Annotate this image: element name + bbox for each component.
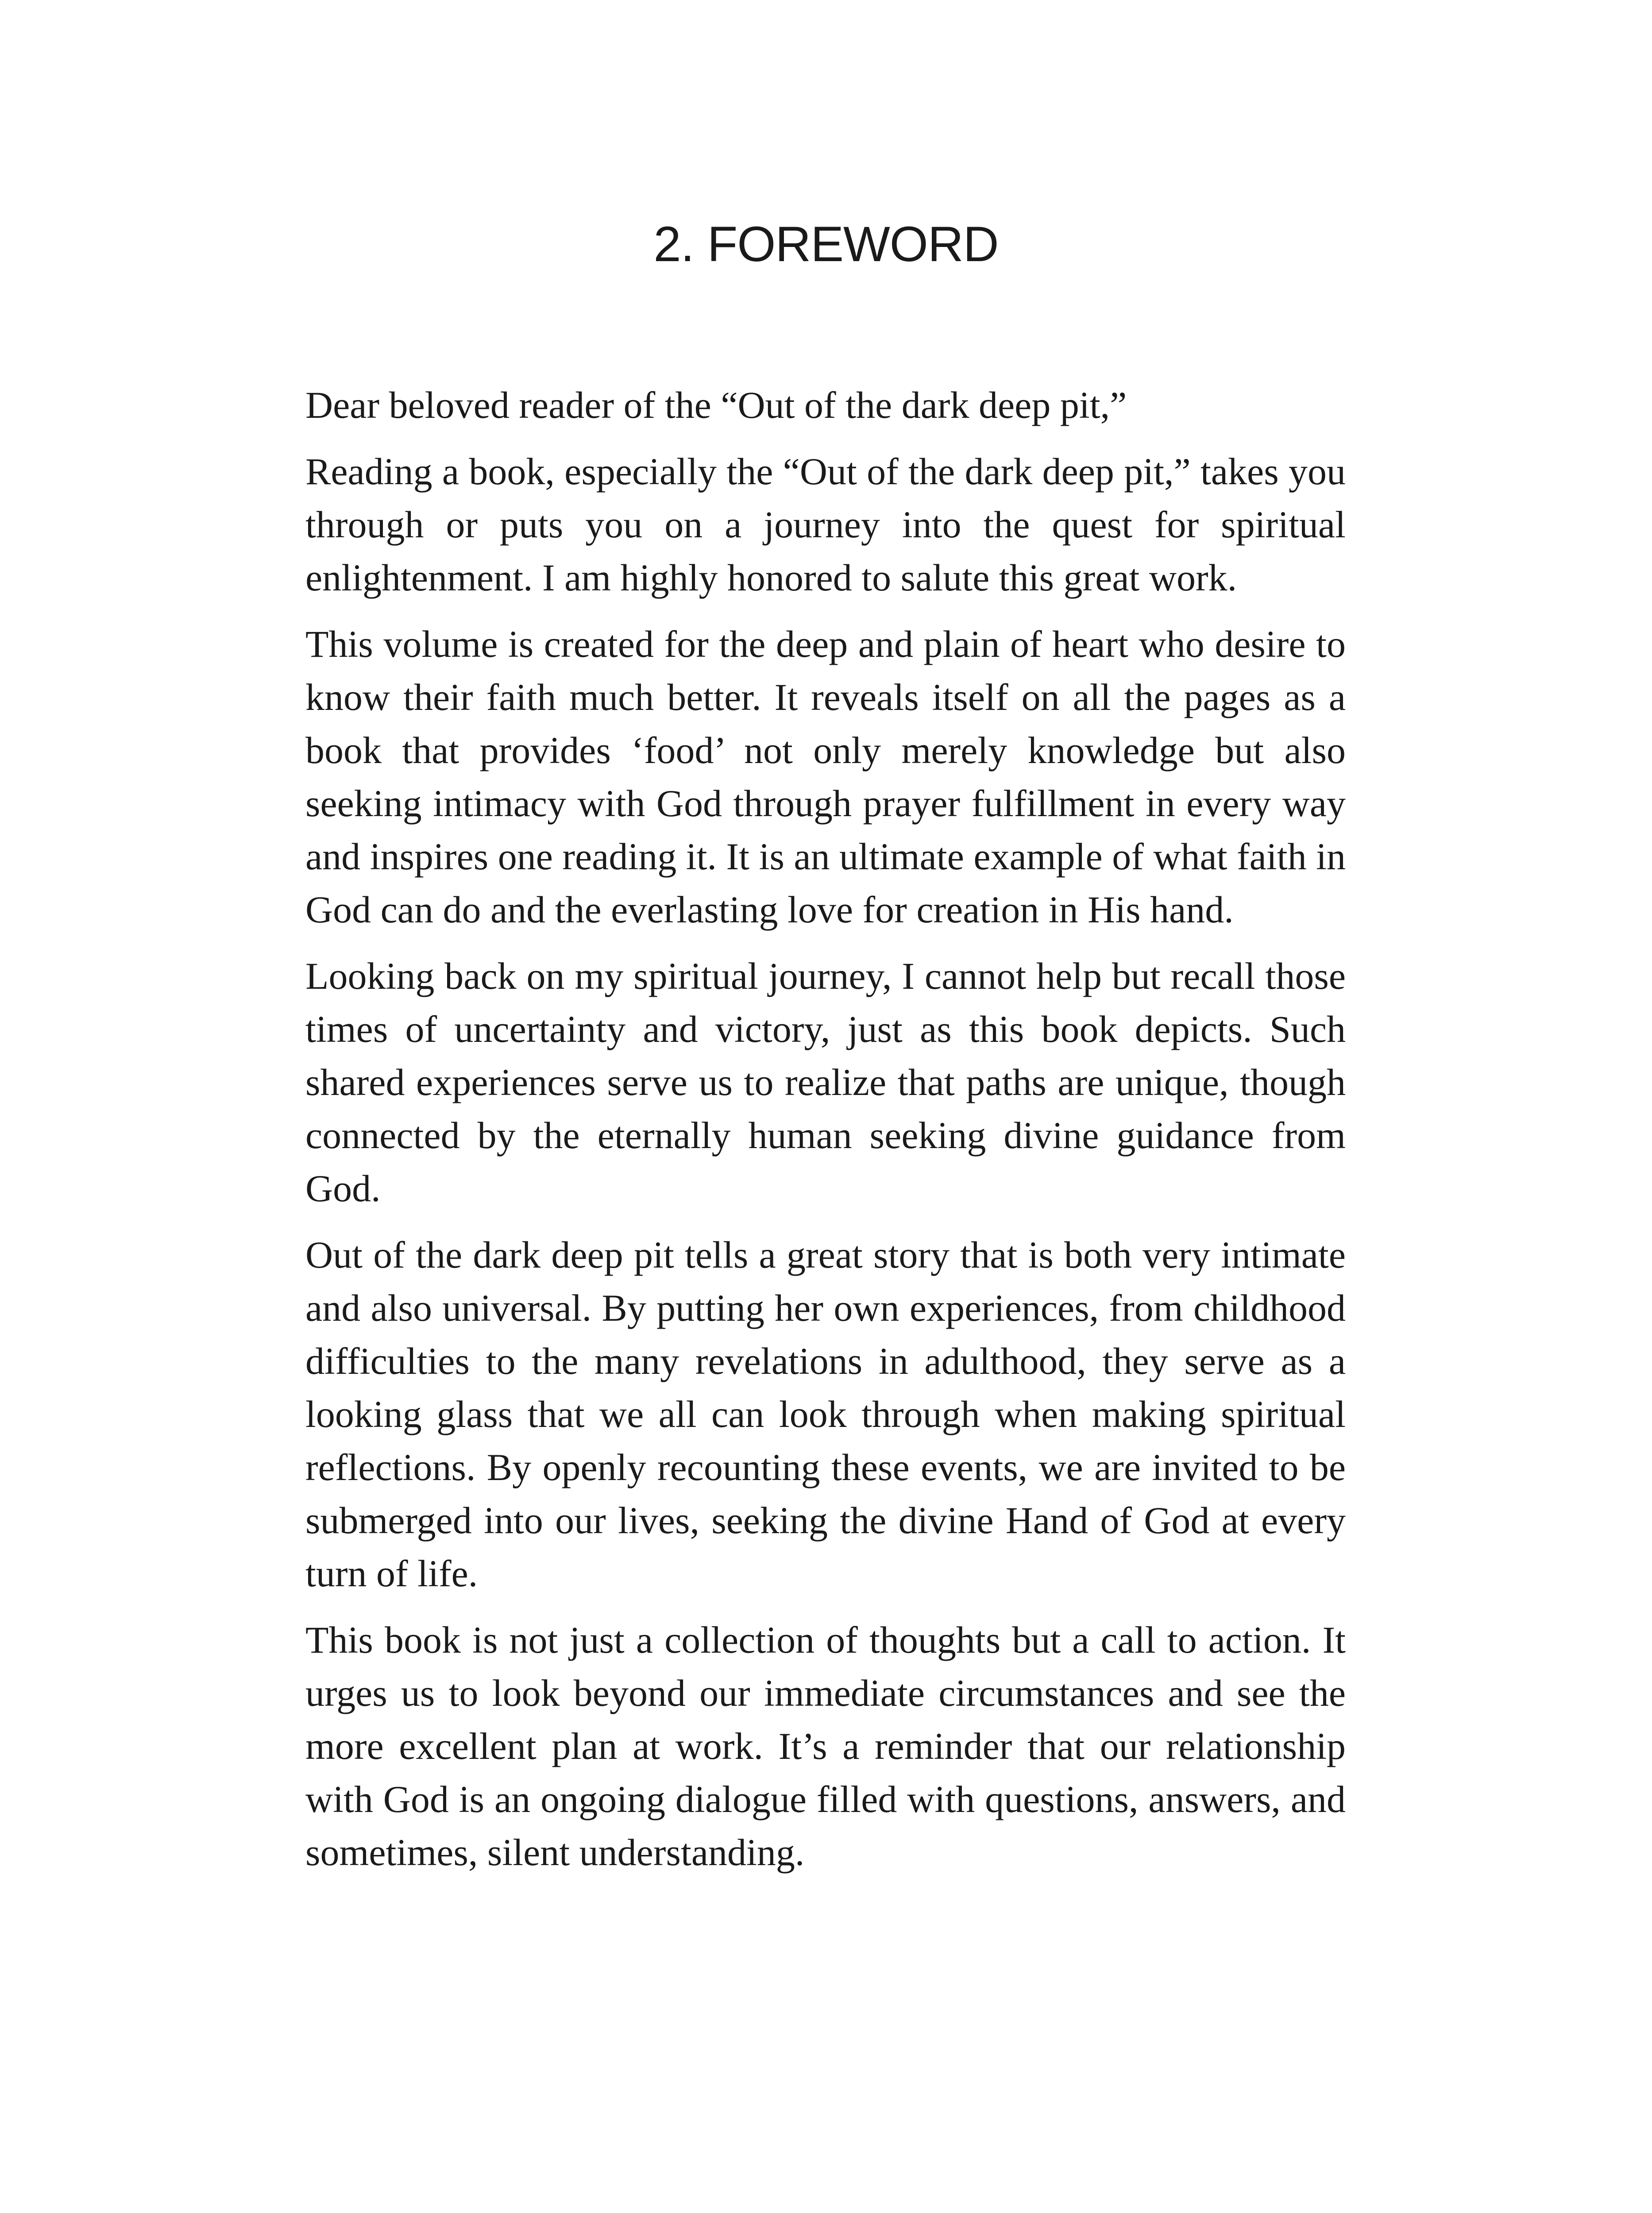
salutation-paragraph: Dear beloved reader of the “Out of the dark deep pit,”: [305, 384, 1127, 426]
body-paragraph: This volume is created for the deep and plain of heart who desire to know their faith much better. It reveals itself on all the pages as a book that provides ‘food’ not only merely knowledge but also seeking intimacy with God through prayer fulfillment in every way and inspires one reading it. It is an ultimate example of what faith in God can do and the everlasting love for creation in His hand.: [305, 623, 1346, 931]
foreword-body: [305, 378, 1346, 1879]
body-paragraph: Reading a book, especially the “Out of the dark deep pit,” takes you through or puts you on a journey into the quest for spiritual enlightenment. I am highly honored to salute this great work.: [305, 450, 1346, 599]
chapter-title: 2. FOREWORD: [653, 216, 999, 272]
body-paragraph: Out of the dark deep pit tells a great story that is both very intimate and also universal. By putting her own experiences, from childhood difficulties to the many revelations in adulthood, they serve as a looking glass that we all can look through when making spiritual reflections. By openly recounting these events, we are invited to be submerged into our lives, seeking the divine Hand of God at every turn of life.: [305, 1234, 1346, 1595]
body-paragraph: Looking back on my spiritual journey, I cannot help but recall those times of uncertainty and victory, just as this book depicts. Such shared experiences serve us to realize that paths are unique, though connected by the eternally human seeking divine guidance from God.: [305, 955, 1346, 1210]
body-paragraph: This book is not just a collection of thoughts but a call to action. It urges us to look beyond our immediate circumstances and see the more excellent plan at work. It’s a reminder that our relationship with God is an ongoing dialogue filled with questions, answers, and sometimes, silent understanding.: [305, 1619, 1346, 1874]
